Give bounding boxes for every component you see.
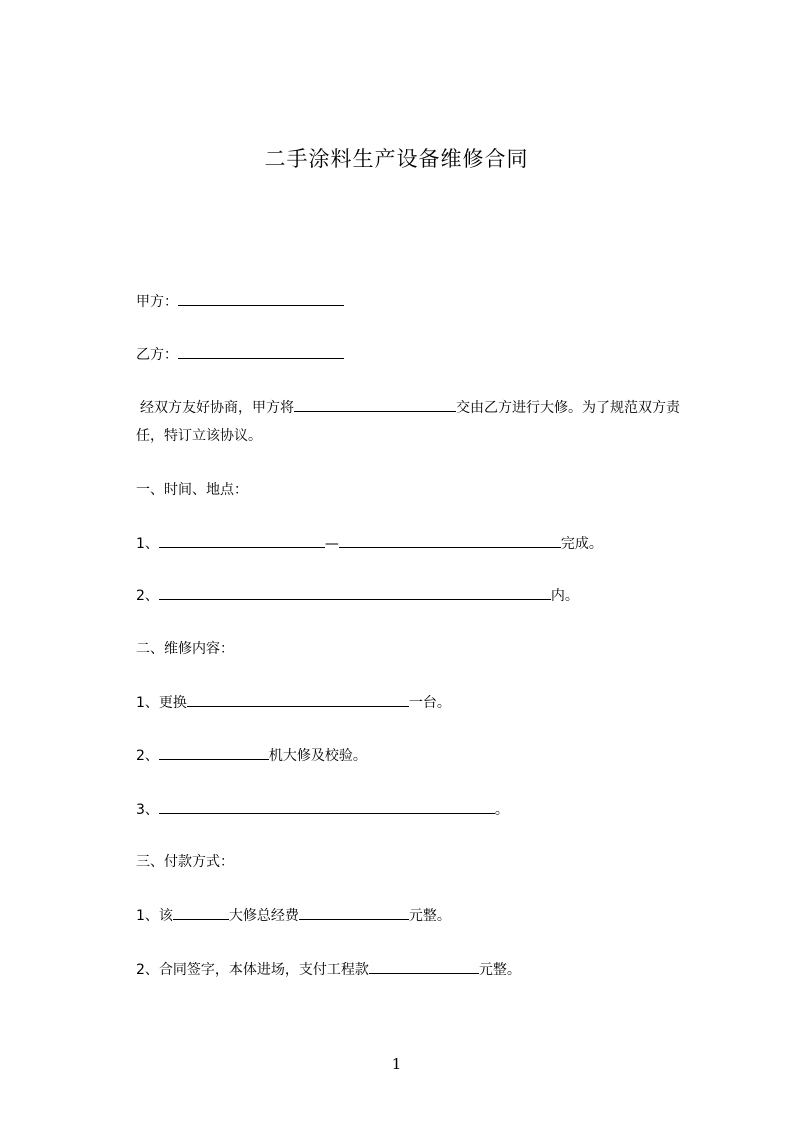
- total-cost-blank[interactable]: [299, 905, 409, 920]
- party-b-line: [136, 344, 344, 365]
- s2-item1-prefix: 1、更换: [136, 695, 187, 711]
- party-b-label: 乙方：: [136, 347, 178, 363]
- s1-item1: [136, 533, 603, 554]
- equipment-blank[interactable]: [294, 397, 456, 412]
- payment-amount-blank[interactable]: [369, 959, 479, 974]
- party-a-blank[interactable]: [178, 291, 344, 306]
- s2-item3-prefix: 3、: [136, 802, 159, 818]
- section1-heading: 一、时间、地点：: [136, 482, 248, 498]
- location-blank[interactable]: [159, 585, 551, 600]
- s1-item2-prefix: 2、: [136, 588, 159, 604]
- s2-item3: [136, 799, 509, 820]
- intro-text-part2: 交由乙方进行大修。为了规范双方责任，特订立该协议。: [136, 400, 680, 444]
- s3-item1-middle: 大修总经费: [228, 908, 299, 924]
- s3-item2: [136, 959, 521, 980]
- party-a-line: [136, 291, 344, 312]
- party-a-label: 甲方：: [136, 294, 178, 310]
- section3-heading: 三、付款方式：: [136, 854, 234, 870]
- page-number: 1: [391, 1055, 402, 1073]
- party-b-blank[interactable]: [178, 344, 344, 359]
- item-blank[interactable]: [173, 905, 229, 920]
- s1-item2: [136, 585, 579, 606]
- intro-paragraph: [136, 394, 706, 450]
- intro-text-part1: 经双方友好协商，甲方将: [140, 400, 294, 416]
- s3-item1: [136, 905, 451, 926]
- start-date-blank[interactable]: [159, 533, 325, 548]
- s3-item2-suffix: 元整。: [478, 962, 521, 978]
- s1-item1-dash: —: [324, 536, 339, 552]
- document-title: 二手涂料生产设备维修合同: [264, 147, 529, 171]
- s1-item1-prefix: 1、: [136, 536, 159, 552]
- machine-blank[interactable]: [159, 745, 269, 760]
- replacement-part-blank[interactable]: [187, 692, 409, 707]
- s2-item2: [136, 745, 367, 766]
- s2-item1-suffix: 一台。: [408, 695, 451, 711]
- s2-item3-suffix: 。: [494, 802, 509, 818]
- end-date-blank[interactable]: [339, 533, 561, 548]
- s1-item2-suffix: 内。: [550, 588, 579, 604]
- s1-item1-suffix: 完成。: [560, 536, 603, 552]
- s3-item2-prefix: 2、合同签字，本体进场，支付工程款: [136, 962, 369, 978]
- s2-item1: [136, 692, 451, 713]
- s2-item2-suffix: 机大修及校验。: [268, 748, 367, 764]
- s2-item2-prefix: 2、: [136, 748, 159, 764]
- other-content-blank[interactable]: [159, 799, 495, 814]
- section2-heading: 二、维修内容：: [136, 641, 234, 657]
- s3-item1-suffix: 元整。: [408, 908, 451, 924]
- s3-item1-prefix: 1、该: [136, 908, 173, 924]
